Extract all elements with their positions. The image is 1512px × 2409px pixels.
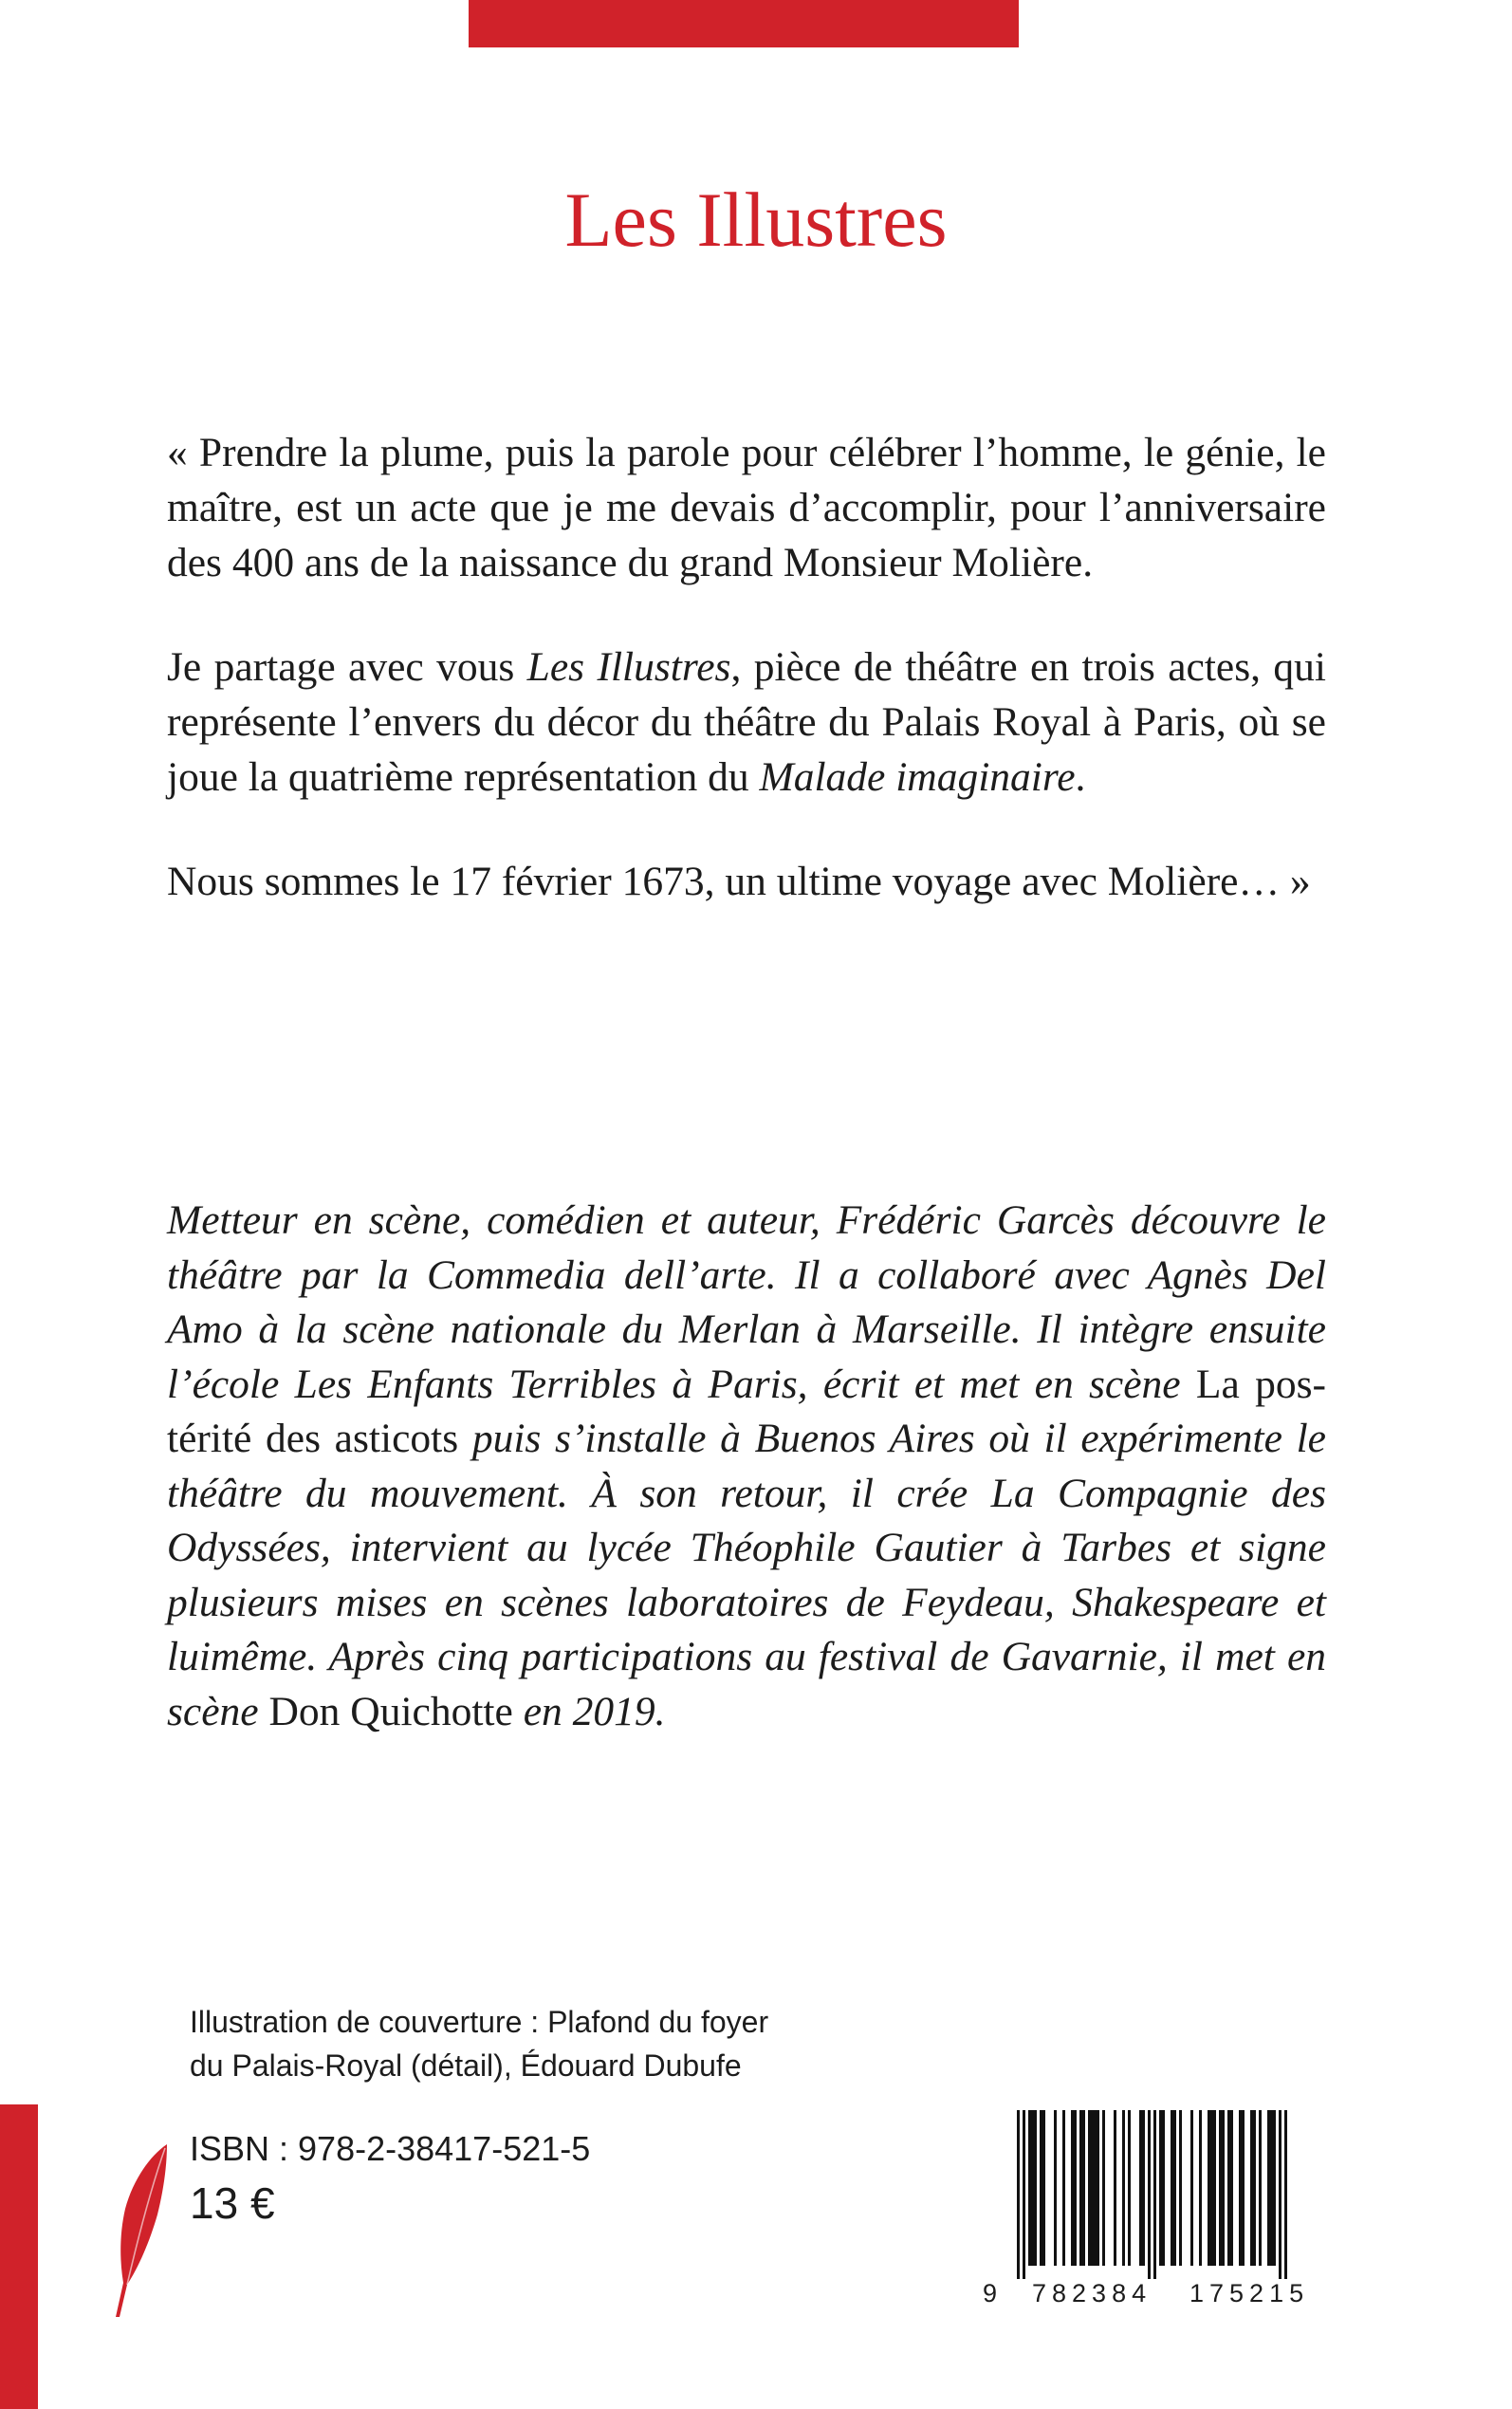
blurb-paragraph-2 <box>167 639 1326 805</box>
barcode-bar <box>1210 2110 1213 2266</box>
barcode-guard-bar <box>1279 2110 1282 2279</box>
barcode <box>983 2101 1334 2315</box>
barcode-guard-bar <box>1284 2110 1287 2279</box>
red-feather-icon <box>112 2142 171 2319</box>
bio-title-2: Don Quichotte <box>268 1688 513 1734</box>
barcode-bar <box>1222 2110 1225 2266</box>
barcode-bar <box>1094 2110 1097 2266</box>
barcode-bar <box>1259 2110 1262 2266</box>
bio-text-3: en 2019. <box>512 1688 666 1734</box>
barcode-bar <box>1270 2110 1273 2266</box>
barcode-bar <box>1250 2110 1253 2266</box>
barcode-bar <box>1062 2110 1065 2266</box>
blurb-p2-text-c: . <box>1075 754 1086 800</box>
barcode-bar <box>1102 2110 1105 2266</box>
credit-line-1: Illustration de couverture : Plafond du foyer <box>190 2005 769 2039</box>
barcode-guard-bar <box>1148 2110 1151 2279</box>
barcode-bar <box>1042 2110 1045 2266</box>
barcode-guard-bar <box>1023 2110 1025 2279</box>
bio-title-1: La postérité des asticots <box>167 1361 1326 1461</box>
barcode-bar <box>1088 2110 1091 2266</box>
barcode-bar <box>1267 2110 1270 2266</box>
barcode-left-group: 782384 <box>1032 2279 1152 2307</box>
barcode-bar <box>1162 2110 1165 2266</box>
blurb-p2-text-a: Je partage avec vous <box>167 644 527 690</box>
blurb-p2-text-b: , pièce de théâtre en trois actes, qui représente l’envers du décor du théâtre du Palais Royal à Paris, où se joue la quatrième représentation du <box>167 644 1326 800</box>
barcode-guard-bar <box>1153 2110 1156 2279</box>
barcode-right-group: 175215 <box>1189 2279 1310 2307</box>
barcode-bar <box>1242 2110 1245 2266</box>
blurb-paragraph-1: « Prendre la plume, puis la parole pour célébrer l’homme, le génie, le maître, est un acte que je me devais d’accomplir, pour l’anniversaire des 400 ans de la naissance du grand Monsieur Molière. <box>167 430 1326 585</box>
bio-text-1: Metteur en scène, comédien et auteur, Frédéric Garcès découvre le théâtre par la Commedia dell’arte. Il a collaboré avec Agnès Del Amo à la scène nationale du Merlan à Marseille. Il intègre ensuite l’école Les Enfants Terribles à Paris, écrit et met en scène <box>167 1197 1326 1407</box>
barcode-bar <box>1239 2110 1242 2266</box>
barcode-bar <box>1159 2110 1162 2266</box>
credit-line-2: du Palais-Royal (détail), Édouard Dubufe <box>190 2048 742 2083</box>
barcode-bar <box>1199 2110 1202 2266</box>
barcode-bar <box>1079 2110 1082 2266</box>
barcode-bar <box>1054 2110 1057 2266</box>
barcode-bar <box>1071 2110 1074 2266</box>
barcode-bar <box>1031 2110 1034 2266</box>
barcode-bar <box>1230 2110 1233 2266</box>
price-text: 13 € <box>190 2178 275 2228</box>
barcode-bar <box>1219 2110 1222 2266</box>
barcode-bar <box>1173 2110 1176 2266</box>
blurb-paragraph-3: Nous sommes le 17 février 1673, un ultime voyage avec Molière… » <box>167 859 1311 904</box>
barcode-bar <box>1122 2110 1125 2266</box>
barcode-bar <box>1114 2110 1116 2266</box>
barcode-icon <box>983 2101 1334 2281</box>
barcode-bar <box>1040 2110 1042 2266</box>
barcode-bar <box>1139 2110 1142 2266</box>
barcode-bar <box>1142 2110 1145 2266</box>
barcode-bar <box>1082 2110 1085 2266</box>
barcode-bar <box>1091 2110 1094 2266</box>
barcode-bar <box>1128 2110 1131 2266</box>
blurb-p2-book-title: Les Illustres <box>526 644 731 690</box>
barcode-bar <box>1273 2110 1276 2266</box>
barcode-bar <box>1190 2110 1193 2266</box>
barcode-first-digit: 9 <box>983 2279 998 2307</box>
bio-text-2: puis s’installe à Buenos Aires où il expérimente le théâtre du mouvement. À son retour, il crée La Compagnie des Odyssées, intervient au lycée Théophile Gautier à Tarbes et signe plusieurs mises en scènes laboratoires de Feydeau, Shakespeare et luimême. Après cinq participations au festival de Gavarnie, il met en scène <box>167 1416 1326 1734</box>
book-title: Les Illustres <box>564 176 948 263</box>
isbn-text: ISBN : 978-2-38417-521-5 <box>190 2129 591 2168</box>
cover-illustration-credit <box>190 2000 873 2087</box>
barcode-bar <box>1097 2110 1099 2266</box>
top-red-bar <box>469 0 1019 47</box>
barcode-bar <box>1034 2110 1037 2266</box>
blurb-p2-play-title: Malade imaginaire <box>759 754 1076 800</box>
author-bio <box>167 1194 1326 1739</box>
left-red-bar <box>0 2104 38 2409</box>
barcode-bar <box>1028 2110 1031 2266</box>
back-cover-blurb <box>167 425 1326 958</box>
barcode-bar <box>1227 2110 1230 2266</box>
barcode-bar <box>1171 2110 1173 2266</box>
barcode-bar <box>1074 2110 1077 2266</box>
barcode-bar <box>1253 2110 1256 2266</box>
barcode-bar <box>1213 2110 1216 2266</box>
barcode-bar <box>1208 2110 1210 2266</box>
barcode-bar <box>1179 2110 1182 2266</box>
barcode-guard-bar <box>1017 2110 1020 2279</box>
